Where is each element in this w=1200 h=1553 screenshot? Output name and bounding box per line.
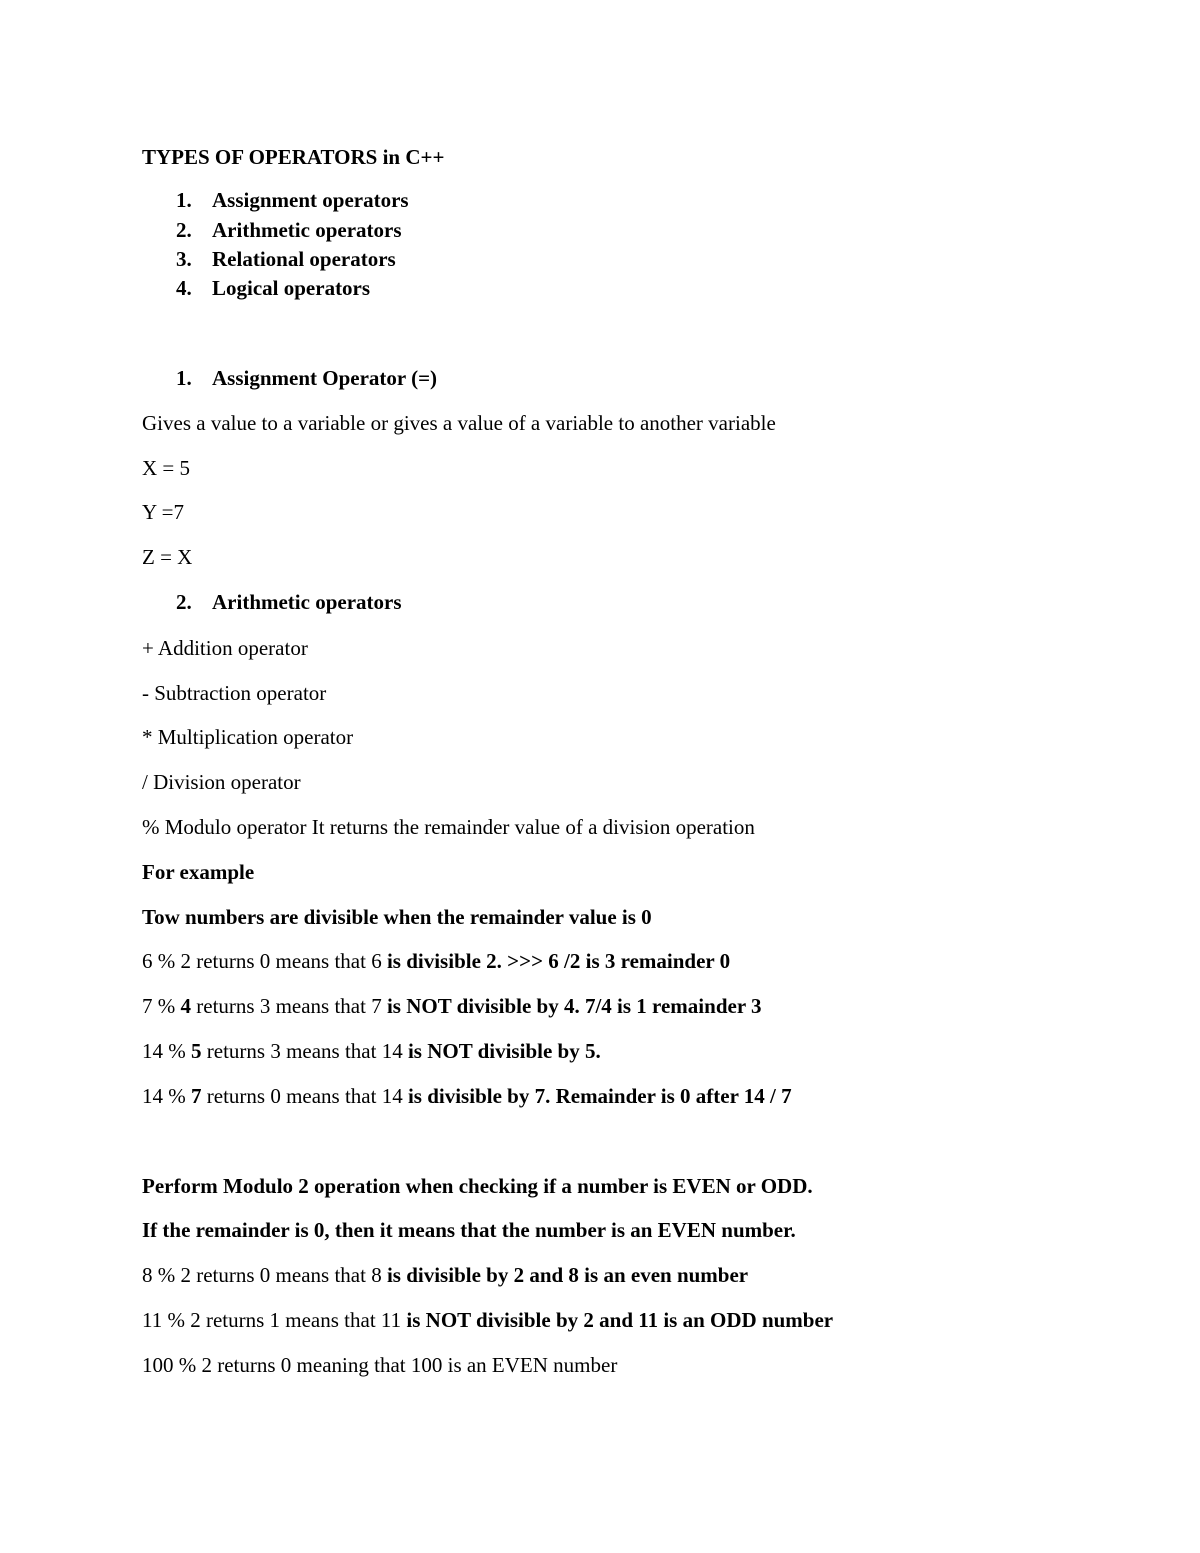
- operator-modulo: % Modulo operator It returns the remainder value of a division operation: [142, 815, 755, 839]
- toc-item-relational: Relational operators: [212, 247, 396, 271]
- for-example-heading: For example: [142, 860, 255, 884]
- toc-number: 2.: [176, 218, 192, 242]
- operator-division: / Division operator: [142, 770, 301, 794]
- even-odd-example-line: 100 % 2 returns 0 meaning that 100 is an EVEN number: [142, 1353, 618, 1377]
- operator-subtraction: - Subtraction operator: [142, 681, 327, 705]
- example-bold-text: is divisible 2. >>> 6 /2 is 3 remainder 0: [386, 949, 731, 973]
- modulo-example-line: [142, 993, 762, 1019]
- example-bold-text: is NOT divisible by 5.: [407, 1039, 601, 1063]
- assignment-example: Y =7: [142, 500, 184, 524]
- operator-addition: + Addition operator: [142, 636, 308, 660]
- even-odd-example-line: [142, 1307, 833, 1333]
- example-bold-text: is divisible by 7. Remainder is 0 after 14 / 7: [407, 1084, 792, 1108]
- section-number: 2.: [176, 590, 192, 614]
- example-text: 7 %: [142, 994, 181, 1018]
- assignment-example: X = 5: [142, 456, 191, 480]
- even-odd-example-line: [142, 1262, 748, 1288]
- operator-multiplication: * Multiplication operator: [142, 725, 354, 749]
- example-text: 14 %: [142, 1084, 191, 1108]
- example-bold-text: 7: [191, 1084, 202, 1108]
- toc-number: 4.: [176, 276, 192, 300]
- assignment-description: Gives a value to a variable or gives a value of a variable to another variable: [142, 411, 776, 435]
- example-bold-text: 5: [191, 1039, 202, 1063]
- example-bold-text: is NOT divisible by 2 and 11 is an ODD number: [406, 1308, 834, 1332]
- modulo-example-line: [142, 1038, 601, 1064]
- example-text: 6 % 2 returns 0 means that 6: [142, 949, 387, 973]
- divisible-rule: Tow numbers are divisible when the remainder value is 0: [142, 905, 652, 929]
- example-text: returns 3 means that 14: [201, 1039, 408, 1063]
- example-text: 11 % 2 returns 1 means that 11: [142, 1308, 407, 1332]
- toc-item-arithmetic: Arithmetic operators: [212, 218, 402, 242]
- modulo-example-line: [142, 1083, 792, 1109]
- modulo-example-line: [142, 948, 730, 974]
- document-title: TYPES OF OPERATORS in C++: [142, 145, 445, 169]
- toc-number: 3.: [176, 247, 192, 271]
- toc-item-assignment: Assignment operators: [212, 188, 409, 212]
- modulo2-rule: If the remainder is 0, then it means that the number is an EVEN number.: [142, 1218, 796, 1242]
- toc-item-logical: Logical operators: [212, 276, 371, 300]
- example-bold-text: is divisible by 2 and 8 is an even number: [386, 1263, 749, 1287]
- toc-number: 1.: [176, 188, 192, 212]
- modulo2-heading: Perform Modulo 2 operation when checking if a number is EVEN or ODD.: [142, 1174, 813, 1198]
- section-heading-assignment: Assignment Operator (=): [212, 366, 438, 390]
- section-number: 1.: [176, 366, 192, 390]
- example-text: returns 0 means that 14: [201, 1084, 408, 1108]
- example-text: returns 3 means that 7: [191, 994, 387, 1018]
- example-bold-text: is NOT divisible by 4. 7/4 is 1 remainder 3: [386, 994, 762, 1018]
- example-text: 8 % 2 returns 0 means that 8: [142, 1263, 387, 1287]
- example-bold-text: 4: [180, 994, 191, 1018]
- section-heading-arithmetic: Arithmetic operators: [212, 590, 402, 614]
- assignment-example: Z = X: [142, 545, 193, 569]
- example-text: 14 %: [142, 1039, 191, 1063]
